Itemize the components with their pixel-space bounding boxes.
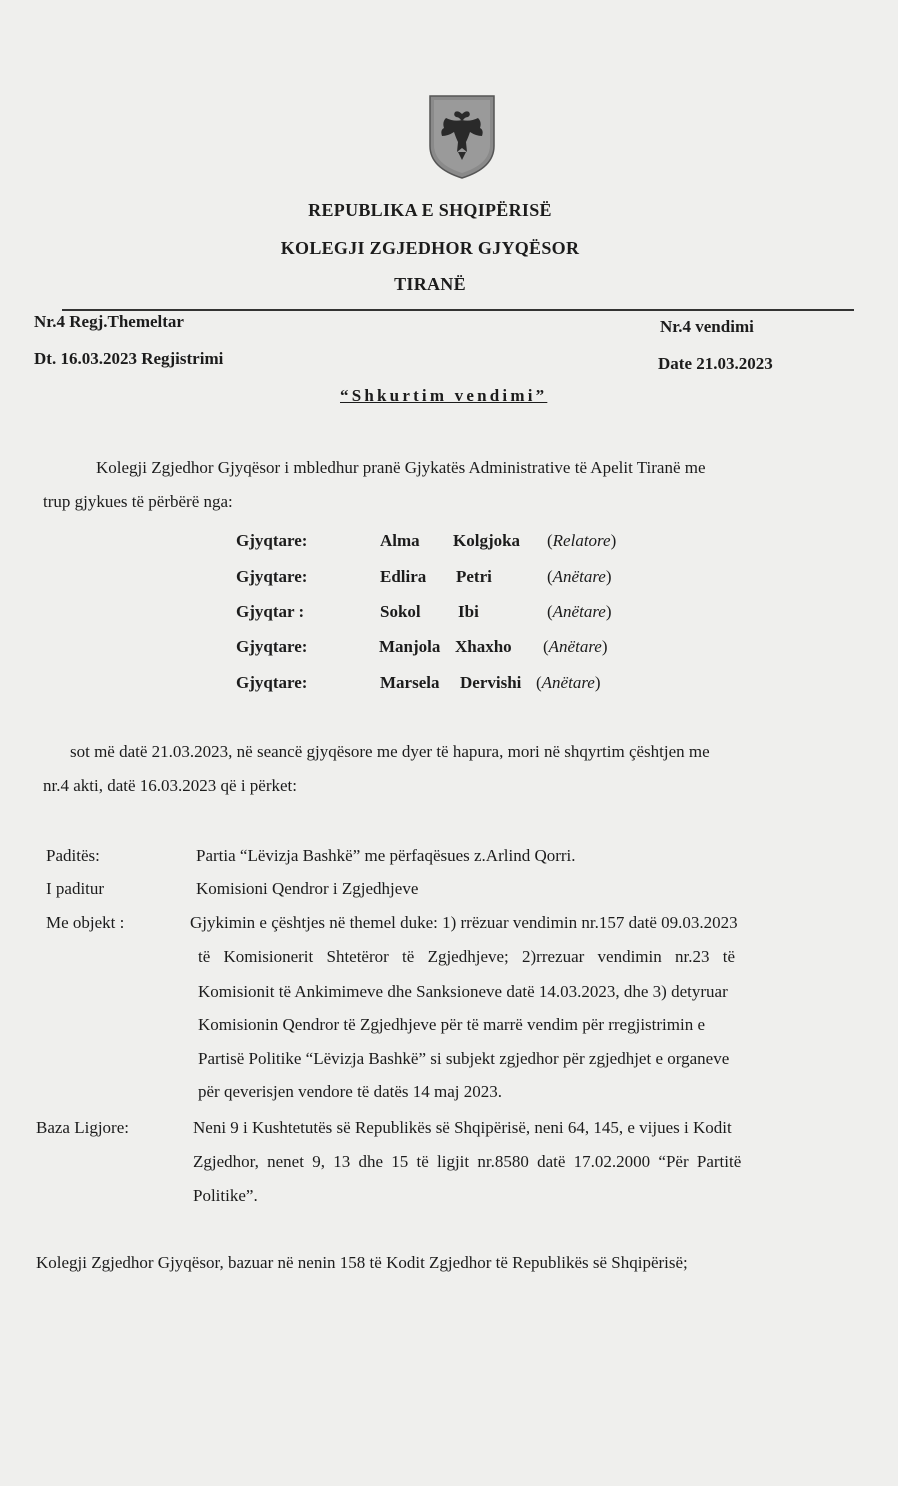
object-line: Gjykimin e çështjes në themel duke: 1) rrëzuar vendimin nr.157 datë 09.03.2023	[190, 913, 738, 932]
judge-first-name: Edlira	[380, 567, 427, 586]
city-heading: TIRANË	[394, 274, 466, 294]
legal-basis-line: Neni 9 i Kushtetutës së Republikës së Shqipërisë, neni 64, 145, e vijues i Kodit	[193, 1118, 732, 1137]
judge-role: (Anëtare)	[543, 637, 608, 656]
judge-last-name: Petri	[456, 567, 492, 586]
judge-first-name: Alma	[380, 531, 420, 550]
plaintiff-label: Paditës:	[46, 846, 100, 865]
document-title: “Shkurtim vendimi”	[340, 386, 548, 405]
intro-line-2: trup gjykues të përbërë nga:	[43, 492, 233, 511]
object-label: Me objekt :	[46, 913, 125, 932]
judge-role: (Anëtare)	[547, 567, 612, 586]
object-line: Komisionin Qendror të Zgjedhjeve për të marrë vendim për rregjistrimin e	[198, 1015, 706, 1034]
decision-number: Nr.4 vendimi	[660, 317, 754, 336]
defendant-value: Komisioni Qendror i Zgjedhjeve	[196, 879, 419, 898]
institution-heading: KOLEGJI ZGJEDHOR GJYQËSOR	[280, 238, 580, 258]
plaintiff-value: Partia “Lëvizja Bashkë” me përfaqësues z.Arlind Qorri.	[196, 846, 576, 865]
judge-first-name: Sokol	[380, 602, 421, 621]
closing-paragraph: Kolegji Zgjedhor Gjyqësor, bazuar në nenin 158 të Kodit Zgjedhor të Republikës së Shqipërisë;	[36, 1253, 688, 1272]
judge-first-name: Marsela	[380, 673, 440, 692]
judge-last-name: Kolgjoka	[453, 531, 521, 550]
country-heading: REPUBLIKA E SHQIPËRISË	[308, 200, 552, 220]
judge-last-name: Xhaxho	[455, 637, 512, 656]
object-line: Partisë Politike “Lëvizja Bashkë” si subjekt zgjedhor për zgjedhjet e organeve	[198, 1049, 730, 1068]
object-line: për qeverisjen vendore të datës 14 maj 2023.	[198, 1082, 503, 1101]
judge-last-name: Dervishi	[460, 673, 522, 692]
decision-date: Date 21.03.2023	[658, 354, 773, 373]
judge-role: (Anëtare)	[536, 673, 601, 692]
albania-coat-of-arms-icon	[428, 92, 496, 180]
object-line: Komisionit të Ankimimeve dhe Sanksioneve datë 14.03.2023, dhe 3) detyruar	[198, 982, 728, 1001]
judge-title: Gjyqtare:	[236, 531, 308, 550]
session-line-1: sot më datë 21.03.2023, në seancë gjyqësore me dyer të hapura, mori në shqyrtim çështjen me	[70, 742, 710, 761]
judge-last-name: Ibi	[458, 602, 479, 621]
legal-basis-line: Politike”.	[193, 1186, 258, 1205]
registry-number: Nr.4 Regj.Themeltar	[34, 312, 184, 331]
judge-role: (Anëtare)	[547, 602, 612, 621]
judge-first-name: Manjola	[379, 637, 441, 656]
judge-title: Gjyqtare:	[236, 567, 308, 586]
defendant-label: I paditur	[46, 879, 105, 898]
legal-basis-line: Zgjedhor, nenet 9, 13 dhe 15 të ligjit nr.8580 datë 17.02.2000 “Për Partitë	[193, 1152, 742, 1171]
judge-title: Gjyqtare:	[236, 673, 308, 692]
object-line: të Komisionerit Shtetëror të Zgjedhjeve; 2)rrezuar vendimin nr.23 të	[198, 947, 735, 966]
session-line-2: nr.4 akti, datë 16.03.2023 që i përket:	[43, 776, 297, 795]
judge-role: (Relatore)	[547, 531, 617, 550]
legal-basis-label: Baza Ligjore:	[36, 1118, 129, 1137]
intro-line-1: Kolegji Zgjedhor Gjyqësor i mbledhur pranë Gjykatës Administrative të Apelit Tiranë me	[96, 458, 706, 477]
registry-date: Dt. 16.03.2023 Regjistrimi	[34, 349, 224, 368]
header-divider	[62, 309, 854, 311]
judge-title: Gjyqtare:	[236, 637, 308, 656]
judge-title: Gjyqtar :	[236, 602, 305, 621]
